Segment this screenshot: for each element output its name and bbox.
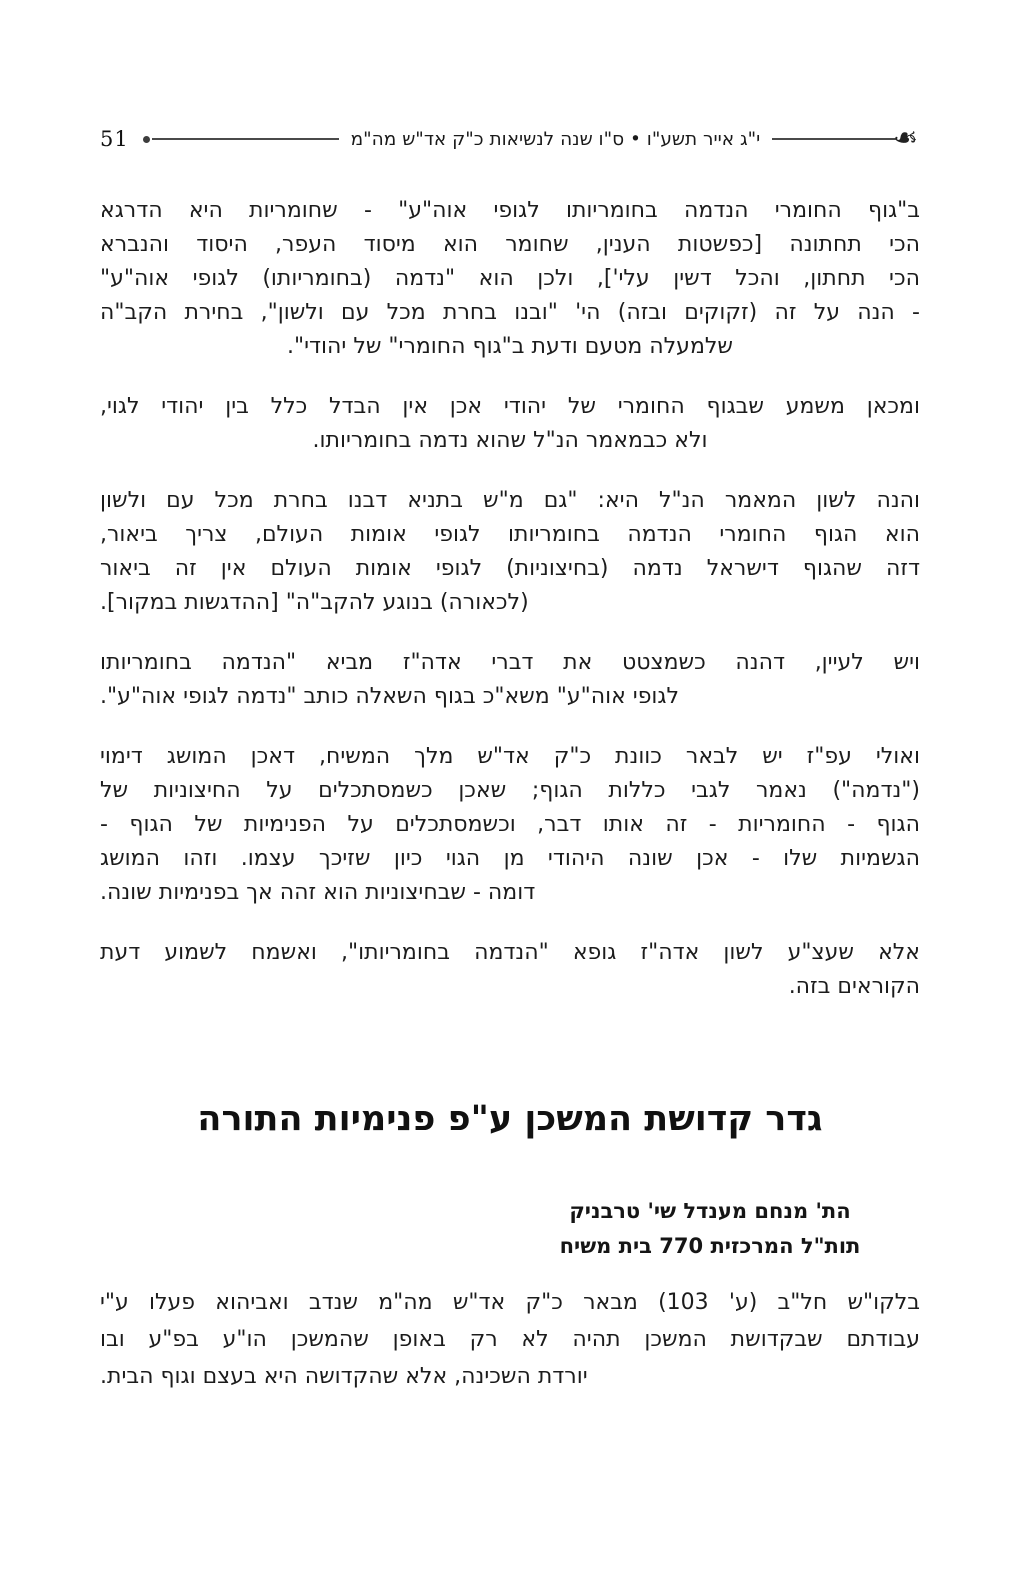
section-title: גדר קדושת המשכן ע"פ פנימיות התורה	[197, 1099, 823, 1139]
text-line: לגופי אוה"ע" משא"כ בגוף השאלה כותב "נדמה לגופי אוה"ע".	[100, 684, 679, 709]
text-line: שלמעלה מטעם ודעת ב"גוף החומרי" של יהודי".	[287, 334, 733, 359]
paragraph	[100, 740, 920, 910]
article-section	[100, 1096, 920, 1421]
text-line: בלקו"ש חל"ב (ע' 103) מבאר כ"ק אד"ש מה"מ שנדב ואביהוא פעלו ע"י	[100, 1290, 920, 1315]
text-line: אלא שעצ"ע לשון אדה"ז גופא "הנדמה בחומריותו", ואשמח לשמוע דעת	[100, 940, 920, 965]
text-line: עבודתם שבקדושת המשכן תהיה לא רק באופן שהמשכן הו"ע בפ"ע ובו	[100, 1327, 920, 1352]
text-line: יורדת השכינה, אלא שהקדושה היא בעצם וגוף הבית.	[100, 1364, 588, 1389]
text-line: דזה שהגוף דישראל נדמה (בחיצוניות) לגופי אומות העולם אין זה ביאור	[100, 556, 920, 581]
paragraph	[100, 936, 920, 1004]
text-line: - הנה על זה (זקוקים ובזה) הי' "ובנו בחרת מכל עם ולשון", בחירת הקב"ה	[100, 300, 920, 325]
header-rule-right	[772, 138, 897, 140]
author-affiliation: תות"ל המרכזית 770 בית משיח	[559, 1234, 861, 1258]
paragraph	[100, 646, 920, 714]
text-line: והנה לשון המאמר הנ"ל היא: "גם מ"ש בתניא דבנו בחרת מכל עם ולשון	[100, 488, 920, 513]
paragraph	[100, 194, 920, 364]
header-date-title: י"ג אייר תשע"ו • ס"ו שנה לנשיאות כ"ק אד"ש מה"מ	[350, 128, 761, 150]
author-name: הת' מנחם מענדל שי' טרבניק	[569, 1199, 851, 1223]
text-line: הכי תחתונה [כפשטות הענין, שחומר הוא מיסוד העפר, היסוד והנברא	[100, 232, 920, 257]
paragraph	[100, 390, 920, 458]
text-line: ("נדמה") נאמר לגבי כללות הגוף; שאכן כשמסתכלים על החיצוניות של	[100, 778, 920, 803]
text-line: ומכאן משמע שבגוף החומרי של יהודי אכן אין הבדל כלל בין יהודי לגוי,	[100, 394, 920, 419]
flourish-icon: ❧	[892, 121, 918, 156]
text-line: הכי תחתון, והכל דשין עלי'], ולכן הוא "נדמה (בחומריותו) לגופי אוה"ע"	[100, 266, 920, 291]
page-number: 51	[100, 127, 129, 151]
text-line: ואולי עפ"ז יש לבאר כוונת כ"ק אד"ש מלך המשיח, דאכן המושג דימוי	[100, 744, 920, 769]
running-header	[100, 122, 918, 156]
header-rule-left	[152, 138, 339, 140]
text-line: (לכאורה) בנוגע להקב"ה" [ההדגשות במקור].	[100, 590, 529, 615]
author-block	[100, 1142, 920, 1264]
text-line: הגשמיות שלו - אכן שונה היהודי מן הגוי כיון שזיכך עצמו. וזהו המושג	[100, 846, 920, 871]
article-body	[100, 1284, 920, 1395]
text-line: הוא הגוף החומרי הנדמה בחומריותו לגופי אומות העולם, צריך ביאור,	[100, 522, 920, 547]
header-dot	[143, 136, 150, 143]
text-line: דומה - שבחיצוניות הוא זהה אך בפנימיות שונה.	[100, 880, 536, 905]
article-body	[100, 194, 920, 1030]
text-line: ולא כבמאמר הנ"ל שהוא נדמה בחומריותו.	[312, 428, 708, 453]
text-line: הקוראים בזה.	[788, 974, 920, 999]
text-line: הגוף - החומריות - זה אותו דבר, וכשמסתכלים על הפנימיות של הגוף -	[100, 812, 920, 837]
paragraph	[100, 484, 920, 620]
text-line: ויש לעיין, דהנה כשמצטט את דברי אדה"ז מביא "הנדמה בחומריותו	[100, 650, 920, 675]
paragraph	[100, 1284, 920, 1395]
text-line: ב"גוף החומרי הנדמה בחומריותו לגופי אוה"ע" - שחומריות היא הדרגא	[100, 198, 920, 223]
